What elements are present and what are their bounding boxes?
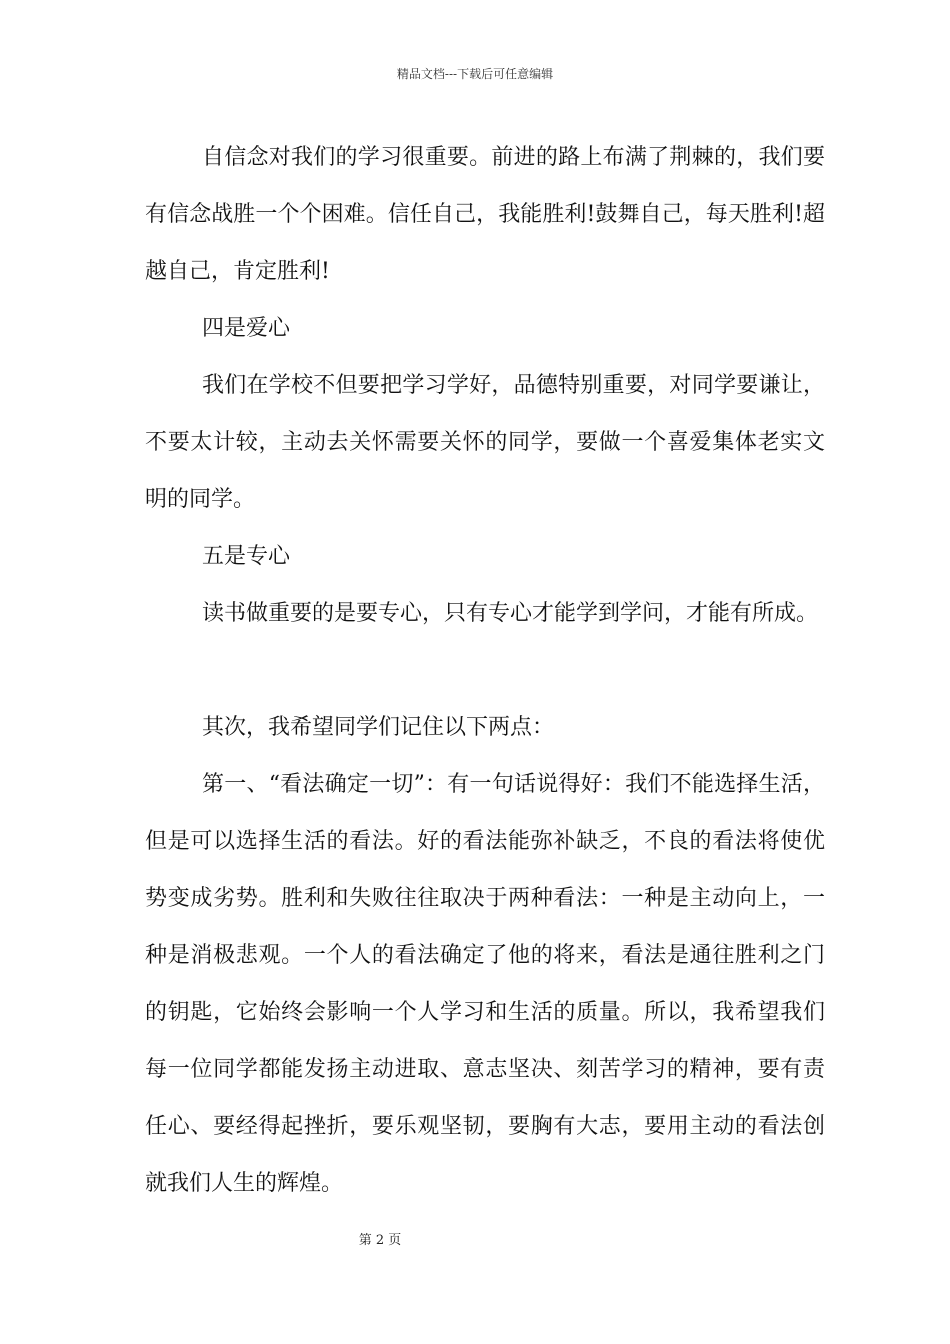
document-body <box>145 129 825 1212</box>
paragraph-attitude: 第一、“看法确定一切”：有一句话说得好：我们不能选择生活，但是可以选择生活的看法。好的看法能弥补缺乏，不良的看法将使优势变成劣势。胜利和失败往往取决于两种看法：一种是主动向上，一种是消极悲观。一个人的看法确定了他的将来，看法是通往胜利之门的钥匙，它始终会影响一个人学习和生活的质量。所以，我希望我们每一位同学都能发扬主动进取、意志坚决、刻苦学习的精神，要有责任心、要经得起挫折，要乐观坚韧，要胸有大志，要用主动的看法创就我们人生的辉煌。 <box>145 772 825 1196</box>
page-number: 第 2 页 <box>358 1233 402 1248</box>
heading-love: 四是爱心 <box>202 316 291 341</box>
paragraph-secondly: 其次，我希望同学们记住以下两点： <box>202 715 555 740</box>
paragraph-love: 我们在学校不但要把学习学好，品德特别重要，对同学要谦让，不要太计较，主动去关怀需要关怀的同学，要做一个喜爱集体老实文明的同学。 <box>145 373 825 512</box>
paragraph-belief: 自信念对我们的学习很重要。前进的路上布满了荆棘的，我们要有信念战胜一个个困难。信任自己，我能胜利!鼓舞自己，每天胜利!超越自己，肯定胜利! <box>145 145 825 284</box>
paragraph-focus: 读书做重要的是要专心，只有专心才能学到学问，才能有所成。 <box>202 601 819 626</box>
heading-focus: 五是专心 <box>202 544 291 569</box>
page-header: 精品文档---下载后可任意编辑 <box>396 67 554 81</box>
